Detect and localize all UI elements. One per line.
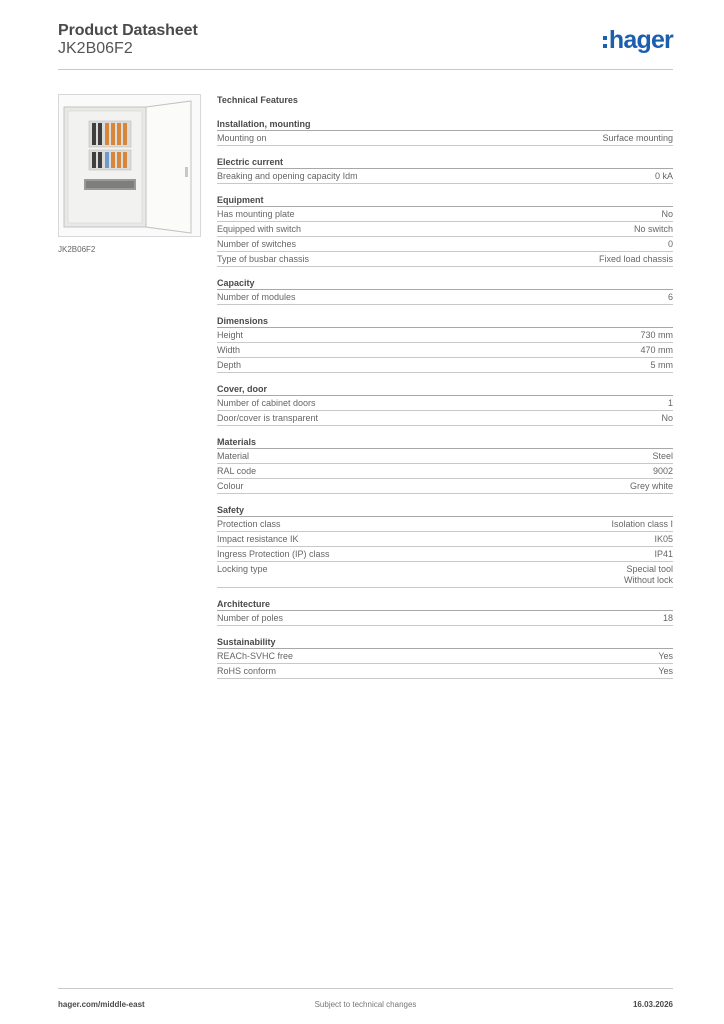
- spec-value: [654, 534, 673, 545]
- spec-value: [640, 330, 673, 341]
- logo-text: hager: [608, 26, 673, 54]
- spec-value-text: Steel: [652, 451, 673, 461]
- spec-value-text: No: [661, 413, 673, 423]
- spec-value: [654, 549, 673, 560]
- spec-value: [663, 613, 673, 624]
- technical-features-title: Technical Features: [217, 95, 298, 105]
- spec-value-text: 470 mm: [640, 345, 673, 355]
- spec-value: [634, 224, 673, 235]
- spec-label: RAL code: [217, 466, 257, 476]
- spec-value: [658, 666, 673, 677]
- spec-label: Height: [217, 330, 244, 340]
- spec-value-text: Fixed load chassis: [598, 254, 673, 264]
- spec-row: [217, 131, 673, 146]
- spec-value: [630, 481, 673, 492]
- spec-row: [217, 611, 673, 626]
- spec-value-text: 0 kA: [654, 171, 673, 181]
- spec-row: [217, 290, 673, 305]
- footer-date: 16.03.2026: [632, 1000, 673, 1009]
- spec-row: [217, 479, 673, 494]
- spec-row: [217, 237, 673, 252]
- section-title: Equipment: [217, 194, 673, 207]
- spec-value-text: Yes: [658, 666, 673, 676]
- spec-value: [658, 651, 673, 662]
- spec-label: Material: [217, 451, 250, 461]
- image-caption: JK2B06F2: [58, 245, 96, 254]
- spec-value-text: 18: [662, 613, 673, 623]
- spec-label: Number of cabinet doors: [217, 398, 316, 408]
- spec-section: [217, 118, 673, 146]
- spec-row: [217, 464, 673, 479]
- spec-section: [217, 598, 673, 626]
- spec-label: Breaking and opening capacity Idm: [217, 171, 358, 181]
- section-title: Electric current: [217, 156, 673, 169]
- spec-value-text: Special tool: [626, 564, 673, 574]
- spec-value-text: 730 mm: [640, 330, 673, 340]
- spec-row: [217, 252, 673, 267]
- spec-row: [217, 328, 673, 343]
- spec-row: [217, 343, 673, 358]
- spec-value: [651, 360, 674, 371]
- spec-value: [668, 239, 673, 250]
- technical-features: [217, 94, 673, 689]
- spec-value-text: IK05: [654, 534, 673, 544]
- spec-section: [217, 383, 673, 426]
- spec-value: [652, 451, 673, 462]
- spec-section: [217, 504, 673, 588]
- section-title: Cover, door: [217, 383, 673, 396]
- spec-label: Mounting on: [217, 133, 267, 143]
- spec-row: [217, 649, 673, 664]
- spec-value: [602, 133, 673, 144]
- spec-section: [217, 156, 673, 184]
- spec-label: Protection class: [217, 519, 281, 529]
- spec-value: [653, 466, 673, 477]
- spec-row: [217, 396, 673, 411]
- section-title: Materials: [217, 436, 673, 449]
- spec-value-text: 9002: [652, 466, 673, 476]
- spec-sections: [217, 118, 673, 679]
- spec-value: [624, 564, 673, 586]
- spec-label: Type of busbar chassis: [217, 254, 310, 264]
- spec-value-text: No switch: [633, 224, 673, 234]
- spec-row: [217, 532, 673, 547]
- product-reference: JK2B06F2: [58, 40, 133, 57]
- spec-value: [599, 254, 673, 265]
- spec-row: [217, 664, 673, 679]
- spec-value-text: 6: [667, 292, 673, 302]
- spec-value: [611, 519, 673, 530]
- spec-value: [668, 398, 673, 409]
- spec-label: REACh-SVHC free: [217, 651, 294, 661]
- spec-value-text: 0: [667, 239, 673, 249]
- footer-website: hager.com/middle-east: [58, 1000, 145, 1009]
- spec-value-text: Isolation class I: [611, 519, 673, 529]
- distribution-board-image: [59, 95, 200, 236]
- footer-notice: Subject to technical changes: [314, 1000, 417, 1009]
- spec-value-text: Yes: [658, 651, 673, 661]
- spec-value: [661, 413, 673, 424]
- page-footer: [58, 988, 673, 1012]
- spec-row: [217, 207, 673, 222]
- spec-section: [217, 194, 673, 267]
- page-title: Product Datasheet: [58, 22, 198, 39]
- spec-label: Equipped with switch: [217, 224, 302, 234]
- logo-colon-icon: [603, 36, 607, 48]
- spec-value: [640, 345, 673, 356]
- section-title: Sustainability: [217, 636, 673, 649]
- spec-label: Ingress Protection (IP) class: [217, 549, 330, 559]
- spec-row: [217, 547, 673, 562]
- section-title: Installation, mounting: [217, 118, 673, 131]
- spec-label: Door/cover is transparent: [217, 413, 319, 423]
- spec-label: Has mounting plate: [217, 209, 295, 219]
- section-title: Safety: [217, 504, 673, 517]
- hager-logo: [603, 26, 673, 54]
- spec-row: [217, 517, 673, 532]
- spec-value-text: IP41: [654, 549, 673, 559]
- spec-value: [668, 292, 673, 303]
- spec-row: [217, 562, 673, 588]
- spec-value-text: Grey white: [629, 481, 673, 491]
- spec-value-text: Surface mounting: [602, 133, 673, 143]
- spec-section: [217, 315, 673, 373]
- spec-section: [217, 277, 673, 305]
- spec-section: [217, 436, 673, 494]
- spec-value-text: 5 mm: [650, 360, 673, 370]
- spec-row: [217, 169, 673, 184]
- spec-label: Colour: [217, 481, 244, 491]
- section-title: Dimensions: [217, 315, 673, 328]
- spec-row: [217, 411, 673, 426]
- spec-value: [661, 209, 673, 220]
- spec-row: [217, 222, 673, 237]
- spec-section: [217, 636, 673, 679]
- spec-label: Number of poles: [217, 613, 284, 623]
- spec-value-text: No: [661, 209, 673, 219]
- spec-label: Width: [217, 345, 241, 355]
- spec-label: Impact resistance IK: [217, 534, 299, 544]
- section-title: Architecture: [217, 598, 673, 611]
- spec-value-text: Without lock: [623, 575, 673, 585]
- spec-row: [217, 358, 673, 373]
- spec-label: Locking type: [217, 564, 268, 574]
- spec-row: [217, 449, 673, 464]
- spec-label: Number of modules: [217, 292, 296, 302]
- page-header: [58, 20, 673, 70]
- spec-value-text: 1: [667, 398, 673, 408]
- product-image: [58, 94, 201, 237]
- spec-label: Number of switches: [217, 239, 297, 249]
- spec-label: RoHS conform: [217, 666, 277, 676]
- spec-label: Depth: [217, 360, 242, 370]
- spec-value: [655, 171, 673, 182]
- section-title: Capacity: [217, 277, 673, 290]
